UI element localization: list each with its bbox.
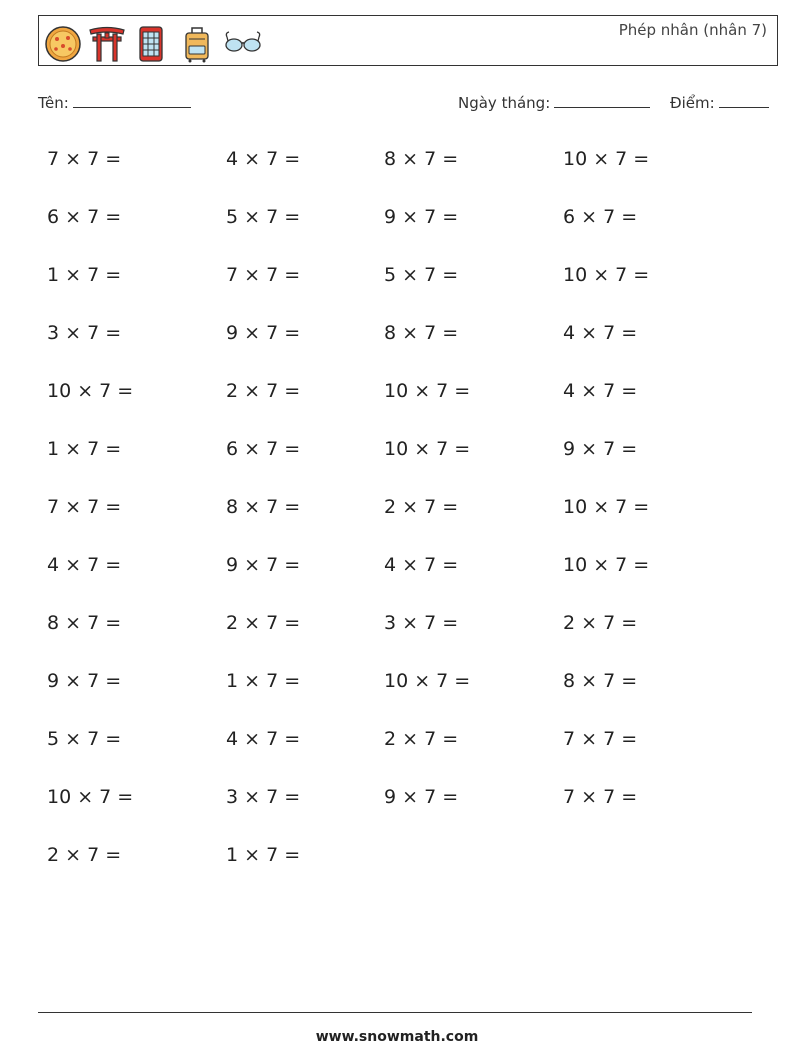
problem-item: 7 × 7 = (226, 264, 301, 286)
problem-item: 9 × 7 = (384, 206, 459, 228)
problem-item: 9 × 7 = (47, 670, 122, 692)
problem-item: 7 × 7 = (47, 496, 122, 518)
date-label: Ngày tháng: (458, 94, 551, 112)
problem-item: 9 × 7 = (226, 554, 301, 576)
problem-item: 4 × 7 = (47, 554, 122, 576)
header-box (38, 15, 778, 66)
problem-item: 4 × 7 = (384, 554, 459, 576)
problem-item: 8 × 7 = (384, 148, 459, 170)
footer-website: www.snowmath.com (315, 1029, 479, 1045)
problem-item: 10 × 7 = (384, 380, 471, 402)
problem-item: 2 × 7 = (384, 496, 459, 518)
problem-item: 9 × 7 = (226, 322, 301, 344)
problem-item: 2 × 7 = (47, 844, 122, 866)
problem-item: 8 × 7 = (226, 496, 301, 518)
problem-item: 10 × 7 = (47, 786, 134, 808)
torii-gate-icon (87, 23, 127, 63)
footer-divider (38, 1012, 752, 1013)
problem-item: 7 × 7 = (563, 728, 638, 750)
problem-item: 6 × 7 = (47, 206, 122, 228)
name-field[interactable] (38, 93, 191, 112)
problem-item: 10 × 7 = (563, 148, 650, 170)
score-label: Điểm: (670, 94, 715, 112)
score-blank[interactable] (719, 93, 769, 108)
problem-item: 1 × 7 = (47, 438, 122, 460)
suitcase-icon (177, 23, 217, 63)
score-field[interactable] (670, 93, 769, 112)
name-blank[interactable] (73, 93, 191, 108)
problem-item: 2 × 7 = (226, 380, 301, 402)
problem-item: 5 × 7 = (47, 728, 122, 750)
problem-item: 10 × 7 = (563, 554, 650, 576)
problem-item: 4 × 7 = (226, 148, 301, 170)
problem-item: 4 × 7 = (563, 322, 638, 344)
problem-item: 10 × 7 = (563, 264, 650, 286)
name-label: Tên: (38, 94, 69, 112)
problem-item: 7 × 7 = (563, 786, 638, 808)
date-field[interactable] (458, 93, 650, 112)
problem-item: 2 × 7 = (226, 612, 301, 634)
problem-item: 1 × 7 = (226, 670, 301, 692)
problem-item: 2 × 7 = (563, 612, 638, 634)
pizza-icon (43, 23, 83, 63)
problem-item: 9 × 7 = (384, 786, 459, 808)
problem-item: 1 × 7 = (47, 264, 122, 286)
problem-item: 4 × 7 = (226, 728, 301, 750)
problem-item: 4 × 7 = (563, 380, 638, 402)
problem-item: 3 × 7 = (47, 322, 122, 344)
problem-item: 5 × 7 = (384, 264, 459, 286)
problem-item: 3 × 7 = (384, 612, 459, 634)
problem-item: 10 × 7 = (563, 496, 650, 518)
phone-booth-icon (131, 23, 171, 63)
problem-item: 1 × 7 = (226, 844, 301, 866)
problem-item: 5 × 7 = (226, 206, 301, 228)
problem-item: 8 × 7 = (384, 322, 459, 344)
date-blank[interactable] (554, 93, 650, 108)
problem-item: 10 × 7 = (384, 438, 471, 460)
problem-item: 9 × 7 = (563, 438, 638, 460)
problem-item: 7 × 7 = (47, 148, 122, 170)
problem-item: 6 × 7 = (563, 206, 638, 228)
worksheet-title: Phép nhân (nhân 7) (618, 21, 767, 39)
problem-item: 3 × 7 = (226, 786, 301, 808)
problem-item: 8 × 7 = (47, 612, 122, 634)
sunglasses-icon (223, 23, 263, 63)
problem-item: 6 × 7 = (226, 438, 301, 460)
problem-item: 2 × 7 = (384, 728, 459, 750)
problem-item: 8 × 7 = (563, 670, 638, 692)
problem-item: 10 × 7 = (384, 670, 471, 692)
problem-item: 10 × 7 = (47, 380, 134, 402)
